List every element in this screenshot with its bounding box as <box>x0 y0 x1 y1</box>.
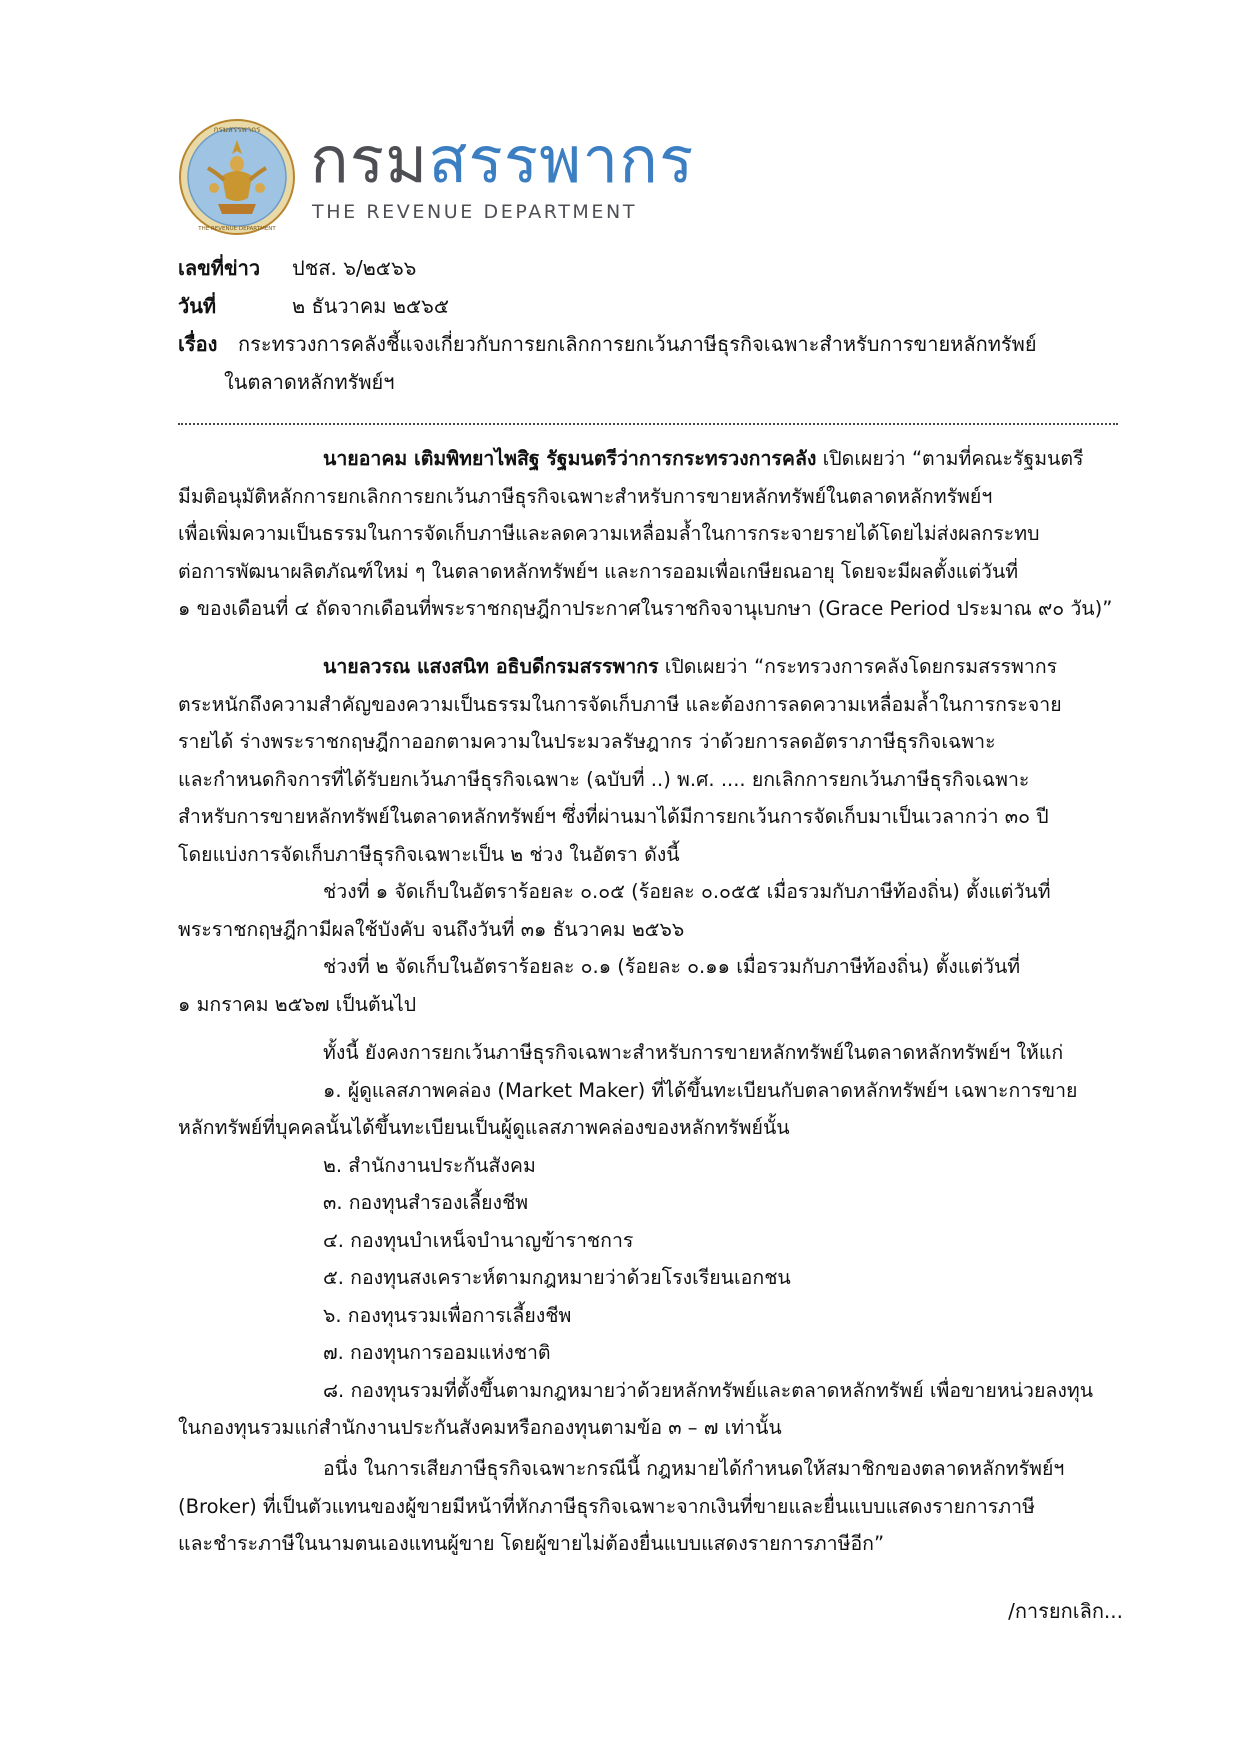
list-item: ๑. ผู้ดูแลสภาพคล่อง (Market Maker) ที่ได้ขึ้นทะเบียนกับตลาดหลักทรัพย์ฯ เฉพาะการขาย <box>323 1078 1078 1102</box>
phase-2 <box>178 948 1118 1023</box>
paragraph-minister <box>178 440 1118 628</box>
dotted-separator <box>178 423 1118 425</box>
line: ต่อการพัฒนาผลิตภัณฑ์ใหม่ ๆ ในตลาดหลักทรัพย์ฯ และการออมเพื่อเกษียณอายุ โดยจะมีผลตั้งแต่วันที่ <box>178 559 1019 583</box>
logo-english-wordmark: THE REVENUE DEPARTMENT <box>312 201 638 223</box>
exemption-intro: ทั้งนี้ ยังคงการยกเว้นภาษีธุรกิจเฉพาะสำหรับการขายหลักทรัพย์ในตลาดหลักทรัพย์ฯ ให้แก่ <box>323 1041 1064 1064</box>
logo-thai-part1: กรม <box>310 124 429 198</box>
line: (Broker) ที่เป็นตัวแทนของผู้ขายมีหน้าที่หักภาษีธุรกิจเฉพาะจากเงินที่ขายและยื่นแบบแสดงรายการภาษี <box>178 1494 1035 1518</box>
list-item: ๗. กองทุนการออมแห่งชาติ <box>323 1341 551 1364</box>
exemption-list <box>178 1034 1118 1447</box>
subject-line-2: ในตลาดหลักทรัพย์ฯ <box>224 370 395 394</box>
paragraph-director-general <box>178 648 1118 873</box>
list-item-continued: ในกองทุนรวมแก่สำนักงานประกันสังคมหรือกองทุนตามข้อ ๓ – ๗ เท่านั้น <box>178 1416 782 1439</box>
line: โดยแบ่งการจัดเก็บภาษีธุรกิจเฉพาะเป็น ๒ ช่วง ในอัตรา ดังนี้ <box>178 842 680 866</box>
date-value: ๒ ธันวาคม ๒๕๖๕ <box>292 294 449 318</box>
line: ๑ มกราคม ๒๕๖๗ เป็นต้นไป <box>178 992 417 1016</box>
text: เปิดเผยว่า “กระทรวงการคลังโดยกรมสรรพากร <box>658 655 1058 678</box>
date-label: วันที่ <box>178 294 217 318</box>
subject-line-1: กระทรวงการคลังชี้แจงเกี่ยวกับการยกเลิกการยกเว้นภาษีธุรกิจเฉพาะสำหรับการขายหลักทรัพย์ <box>238 332 1037 356</box>
line: อนึ่ง ในการเสียภาษีธุรกิจเฉพาะกรณีนี้ กฎหมายได้กำหนดให้สมาชิกของตลาดหลักทรัพย์ฯ <box>323 1457 1065 1480</box>
director-general-name: นายลวรณ แสงสนิท อธิบดีกรมสรรพากร <box>323 655 659 678</box>
line: และชำระภาษีในนามตนเองแทนผู้ขาย โดยผู้ขายไม่ต้องยื่นแบบแสดงรายการภาษีอีก” <box>178 1532 885 1555</box>
seal-text-top: กรมสรรพากร <box>213 125 261 134</box>
list-item: ๘. กองทุนรวมที่ตั้งขึ้นตามกฎหมายว่าด้วยหลักทรัพย์และตลาดหลักทรัพย์ เพื่อขายหน่วยลงทุน <box>323 1378 1094 1402</box>
line: สำหรับการขายหลักทรัพย์ในตลาดหลักทรัพย์ฯ ซึ่งที่ผ่านมาได้มีการยกเว้นการจัดเก็บมาเป็นเวลากว่า ๓๐ ปี <box>178 805 1049 828</box>
line: มีมติอนุมัติหลักการยกเลิกการยกเว้นภาษีธุรกิจเฉพาะสำหรับการขายหลักทรัพย์ในตลาดหลักทรัพย์ฯ <box>178 484 993 508</box>
revenue-department-seal-icon <box>178 118 296 236</box>
line: ตระหนักถึงความสำคัญของความเป็นธรรมในการจัดเก็บภาษี และต้องการลดความเหลื่อมล้ำในการกระจาย <box>178 692 1062 716</box>
revenue-department-header <box>178 118 778 236</box>
subject-label: เรื่อง <box>178 332 218 356</box>
logo-thai-part2: สรรพากร <box>428 124 695 198</box>
list-item: ๒. สำนักงานประกันสังคม <box>323 1153 536 1177</box>
phase-1 <box>178 873 1118 948</box>
line: ช่วงที่ ๒ จัดเก็บในอัตราร้อยละ ๐.๑ (ร้อยละ ๐.๑๑ เมื่อรวมกับภาษีท้องถิ่น) ตั้งแต่วันที่ <box>323 955 1021 978</box>
logo-thai-wordmark <box>310 126 694 196</box>
list-item: ๖. กองทุนรวมเพื่อการเลี้ยงชีพ <box>323 1303 572 1327</box>
list-item-continued: หลักทรัพย์ที่บุคคลนั้นได้ขึ้นทะเบียนเป็นผู้ดูแลสภาพคล่องของหลักทรัพย์นั้น <box>178 1116 790 1139</box>
line <box>178 648 1118 686</box>
list-item: ๓. กองทุนสำรองเลี้ยงชีพ <box>323 1191 529 1214</box>
line: รายได้ ร่างพระราชกฤษฎีกาออกตามความในประมวลรัษฎากร ว่าด้วยการลดอัตราภาษีธุรกิจเฉพาะ <box>178 730 996 753</box>
line: ช่วงที่ ๑ จัดเก็บในอัตราร้อยละ ๐.๐๕ (ร้อยละ ๐.๐๕๕ เมื่อรวมกับภาษีท้องถิ่น) ตั้งแต่วันที่ <box>323 880 1051 903</box>
news-number-value: ปชส. ๖/๒๕๖๖ <box>292 256 417 280</box>
text: เปิดเผยว่า “ตามที่คณะรัฐมนตรี <box>816 447 1084 470</box>
paragraph-broker <box>178 1450 1118 1563</box>
page-continuation: /การยกเลิก... <box>1008 1599 1123 1623</box>
line: เพื่อเพิ่มความเป็นธรรมในการจัดเก็บภาษีและลดความเหลื่อมล้ำในการกระจายรายได้โดยไม่ส่งผลกระทบ <box>178 522 1040 545</box>
line: ๑ ของเดือนที่ ๔ ถัดจากเดือนที่พระราชกฤษฎีกาประกาศในราชกิจจานุเบกษา (Grace Period ประมาณ ๙๐ วัน)” <box>178 597 1113 620</box>
line: พระราชกฤษฎีกามีผลใช้บังคับ จนถึงวันที่ ๓๑ ธันวาคม ๒๕๖๖ <box>178 917 685 941</box>
line: และกำหนดกิจการที่ได้รับยกเว้นภาษีธุรกิจเฉพาะ (ฉบับที่ ..) พ.ศ. .... ยกเลิกการยกเว้นภาษีธุรกิจเฉพาะ <box>178 767 1030 791</box>
line <box>178 440 1118 478</box>
list-item: ๔. กองทุนบำเหน็จบำนาญข้าราชการ <box>323 1228 634 1252</box>
list-item: ๕. กองทุนสงเคราะห์ตามกฎหมายว่าด้วยโรงเรียนเอกชน <box>323 1266 791 1289</box>
minister-name: นายอาคม เติมพิทยาไพสิฐ รัฐมนตรีว่าการกระทรวงการคลัง <box>323 447 817 470</box>
news-number-label: เลขที่ข่าว <box>178 256 261 280</box>
seal-text-bottom: THE REVENUE DEPARTMENT <box>198 226 276 232</box>
